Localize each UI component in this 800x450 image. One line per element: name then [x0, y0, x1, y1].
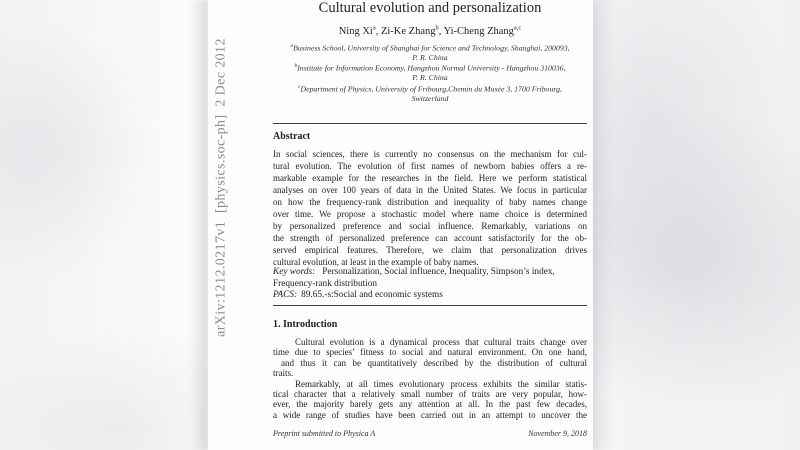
- abstract-line: by personalized preference and social influence. Remarkably, variations on: [273, 221, 587, 231]
- pacs-line: PACS: 89.65.-s:Social and economic systems: [273, 290, 443, 300]
- introduction-paragraphs: [273, 337, 587, 420]
- abstract-line: the strength of personalized preference can account satisfactorily for the ob-: [273, 233, 587, 243]
- intro-line: and thus it can be quantitatively described by the distribution of cultural: [281, 357, 587, 368]
- intro-line: time due to species’ fitness to social and natural environment. On one hand,: [273, 347, 587, 358]
- affiliation-c-line2: Switzerland: [411, 93, 449, 103]
- abstract-line: over time. We propose a stochastic model where name choice is determined: [273, 209, 587, 219]
- abstract-top-rule: [273, 123, 587, 124]
- intro-line: Cultural evolution is a dynamical process that cultural traits change over: [295, 337, 587, 347]
- abstract-bottom-rule: [273, 305, 587, 306]
- pacs-label: PACS:: [273, 290, 298, 300]
- keywords-line2: Frequency-rank distribution: [273, 279, 378, 290]
- affiliation-b-line2: P. R. China: [412, 73, 448, 83]
- abstract-line: tural evolution. The evolution of first names of newborn babies offers a re-: [273, 161, 587, 171]
- intro-line: Remarkably, at all times evolutionary process exhibits the similar statis-: [295, 378, 587, 389]
- page-footer: [273, 429, 587, 438]
- abstract-line: analyses on over 100 years of data in the United States. We focus in particular: [273, 185, 587, 195]
- intro-line: tical character that a relatively small number of traits are very popular, how-: [273, 388, 587, 399]
- blur-left-edge: [190, 0, 208, 450]
- author-2: , Zi-Ke Zhang$^b$: [375, 24, 439, 37]
- footer-date: November 9, 2018: [528, 429, 587, 438]
- affiliation-c-line1: $^c$Department of Physics, University of Fribourg,Chemin du Musée 3, 1700 Fribourg,: [298, 83, 562, 94]
- affiliations: [273, 42, 587, 103]
- abstract-line: served empirical features. Therefore, we claim that personalization drives: [273, 245, 587, 255]
- footer-submitted-note: Preprint submitted to Physica A: [273, 429, 376, 438]
- affiliation-a-line1: $^a$Business School, University of Shanghai for Science and Technology, Shanghai, 200093,: [290, 43, 570, 53]
- author-3: , Yi-Cheng Zhang$^{a,c}$: [438, 24, 522, 37]
- abstract-line: In social sciences, there is currently no consensus on the mechanism for cul-: [273, 149, 587, 159]
- abstract-paragraph: [273, 148, 587, 268]
- page-content: [273, 0, 587, 450]
- affiliation-b-line1: $^b$Institute for Information Economy, Hangzhou Normal University - Hangzhou 310036,: [294, 63, 566, 73]
- keywords-line1: Key words: Personalization, Social influence, Inequality, Simpson’s index,: [273, 267, 555, 277]
- pdf-page: [208, 0, 593, 450]
- author-1-affil-mark: a: [372, 24, 376, 31]
- affiliation-a-line2: P. R. China: [412, 53, 448, 62]
- keywords: [273, 266, 587, 291]
- section-1-heading: 1. Introduction: [273, 319, 338, 330]
- intro-line: traits.: [273, 368, 294, 379]
- author-1: Ning Xi$^a$: [338, 24, 376, 37]
- authors-line: [273, 24, 587, 37]
- keywords-label: Key words:: [273, 267, 316, 277]
- abstract-heading: Abstract: [273, 131, 311, 142]
- paper-title: Cultural evolution and personalization: [318, 0, 542, 16]
- intro-line: a wide range of studies have been carried out in an attempt to uncover the: [273, 409, 587, 420]
- abstract-line: on how the frequency-rank distribution and inequality of baby names change: [273, 197, 587, 207]
- author-2-affil-mark: b: [435, 24, 439, 31]
- arxiv-watermark: arXiv:1212.0217v1 [physics.soc-ph] 2 Dec 2012: [213, 38, 229, 337]
- author-3-affil-mark: a,c: [513, 24, 522, 31]
- abstract-line: cultural evolution, at least in the example of baby names.: [273, 257, 479, 267]
- abstract-line: markable example for the researches in the field. Here we perform statistical: [273, 173, 587, 183]
- blur-right-edge: [592, 0, 612, 450]
- intro-line: ever, the majority barely gets any attention at all. In the past few decades,: [273, 399, 587, 410]
